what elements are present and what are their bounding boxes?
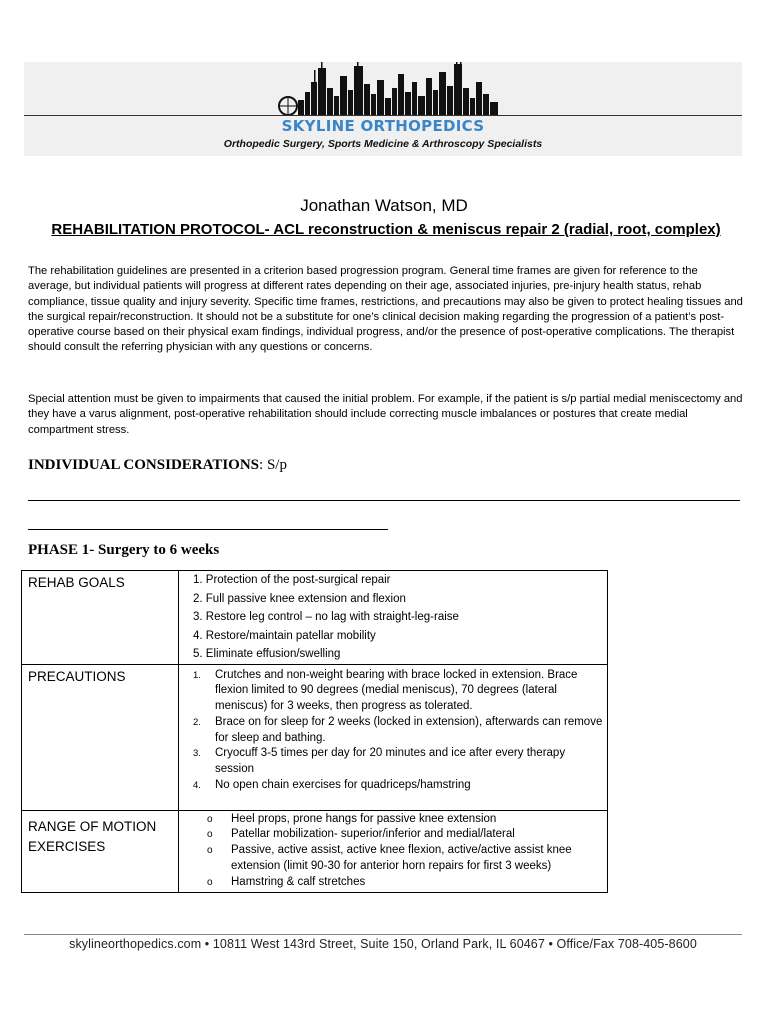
table-row [22,571,608,665]
individual-considerations [28,457,287,474]
blank-line [28,500,740,501]
blank-line [28,529,388,530]
list-item: o Patellar mobilization- superior/inferior and medial/lateral [207,828,515,841]
phase1-table [21,570,608,893]
table-row [22,810,608,892]
list-item: o Hamstring & calf stretches [207,875,366,888]
precautions-cell [179,664,608,810]
phase-title: PHASE 1- Surgery to 6 weeks [28,542,220,558]
footer-contact: skylineorthopedics.com • 10811 West 143rd Street, Suite 150, Orland Park, IL 60467 • Office/Fax 708-405-8600 [69,937,697,951]
individual-considerations-label: INDIVIDUAL CONSIDERATIONS [28,457,260,473]
list-item: 1. Protection of the post-surgical repair [193,574,391,586]
chicago-skyline-logo [274,62,504,116]
rehab-goals-cell [179,571,608,665]
intro-paragraph: The rehabilitation guidelines are presented in a criterion based progression program. General time frames are given for reference to the average, but individual patients will progress at different rates depending on their age, associated injuries, pre-injury health status, rehab compliance, tissue quality and injury severity. Specific time frames, restrictions, and precautions may also be given to protect healing tissues and the surgical repair/reconstruction. It should not be a substitute for one’s clinical decision making regarding the progression of a patient’s post-operative course based on their physical exam findings, individual progress, and/or the presence of post-operative complications. The therapist should consult the referring physician with any questions or concerns. [28,265,743,354]
letterhead [24,62,742,156]
protocol-title: REHABILITATION PROTOCOL- ACL reconstruction & meniscus repair 2 (radial, root, complex) [51,221,721,238]
individual-considerations-suffix: : S/p [259,457,287,473]
list-item: 4. Restore/maintain patellar mobility [193,629,376,642]
row-label: RANGE OF MOTION EXERCISES [22,810,179,892]
footer-divider [24,934,742,935]
list-item: 3. Restore leg control – no lag with straight-leg-raise [193,611,459,623]
header-divider [24,115,742,116]
list-item: 2. Full passive knee extension and flexion [193,592,406,605]
list-item: 1. Crutches and non-weight bearing with brace locked in extension. Brace flexion limited to 90 degrees (medial meniscus), 70 degrees (lateral meniscus) for 3 weeks, then progress as tolerated. [193,668,578,713]
rom-exercises-cell [179,810,608,892]
doctor-name: Jonathan Watson, MD [300,196,468,215]
row-label: REHAB GOALS [22,571,179,665]
list-item: 5. Eliminate effusion/swelling [193,648,341,660]
list-item: o Heel props, prone hangs for passive knee extension [207,812,497,825]
list-item: o Passive, active assist, active knee flexion, active/active assist knee extension (limit 90-30 for anterior horn repairs for first 3 weeks) [207,844,572,872]
table-row [22,664,608,810]
brand-tagline: Orthopedic Surgery, Sports Medicine & Arthroscopy Specialists [223,138,543,150]
brand-name: SKYLINE ORTHOPEDICS [281,117,485,135]
list-item: 4. No open chain exercises for quadriceps/hamstring [193,779,471,792]
intro-paragraph: Special attention must be given to impairments that caused the initial problem. For example, if the patient is s/p partial medial meniscectomy and they have a varus alignment, post-operative rehabilitation should include correcting muscle imbalances or postures that create medial compartment stress. [28,393,743,436]
row-label: PRECAUTIONS [22,664,179,810]
list-item: 3. Cryocuff 3-5 times per day for 20 minutes and ice after every therapy session [193,747,566,776]
list-item: 2. Brace on for sleep for 2 weeks (locked in extension), afterwards can remove for sleep and bathing. [193,715,603,744]
